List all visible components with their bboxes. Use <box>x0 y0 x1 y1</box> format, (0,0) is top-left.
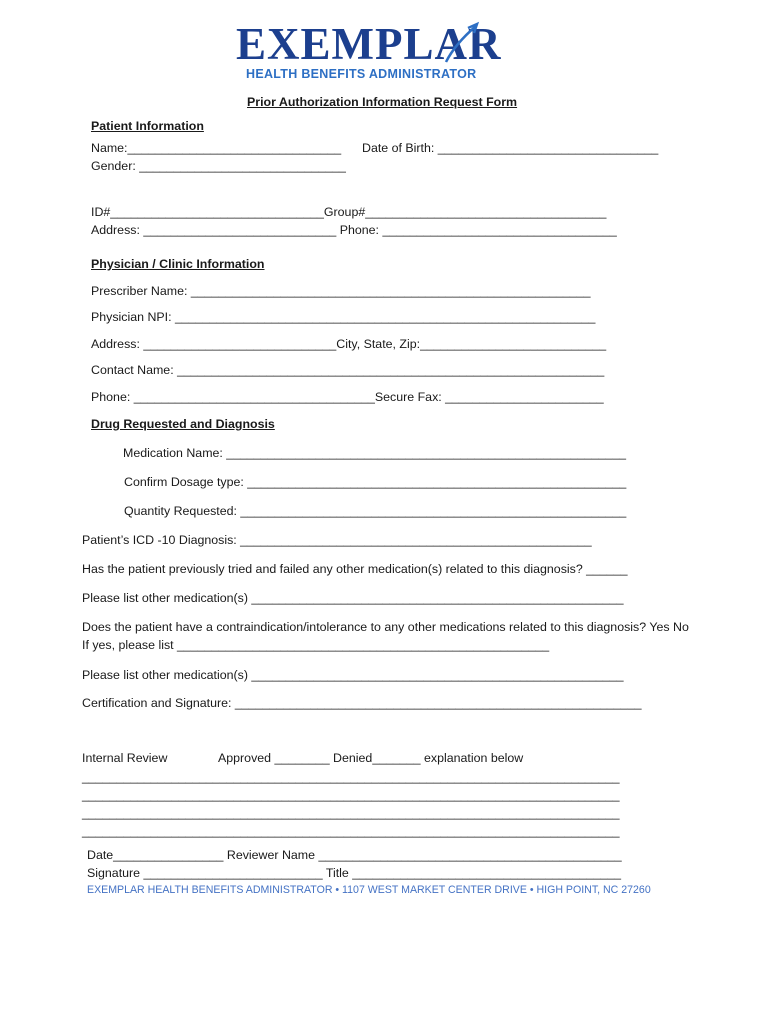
patient-heading: Patient Information <box>91 119 204 133</box>
certification-signature-field[interactable]: Certification and Signature: ___________________________________________________________ <box>82 696 642 710</box>
footer-address: EXEMPLAR HEALTH BENEFITS ADMINISTRATOR • 1107 WEST MARKET CENTER DRIVE • HIGH POINT, NC 27260 <box>87 884 651 896</box>
other-medications-field-1[interactable]: Please list other medication(s) ______________________________________________________ <box>82 591 624 605</box>
explanation-line[interactable]: ______________________________________________________________________________ <box>82 788 620 802</box>
internal-review-label: Internal Review <box>82 751 168 765</box>
date-of-birth-field[interactable]: Date of Birth: ________________________________ <box>362 141 659 155</box>
form-title: Prior Authorization Information Request Form <box>247 95 518 109</box>
quantity-requested-field[interactable]: Quantity Requested: ________________________________________________________ <box>124 504 627 518</box>
patient-name-field[interactable]: Name:_______________________________ <box>91 141 342 155</box>
if-yes-list-field[interactable]: If yes, please list ______________________________________________________ <box>82 638 550 652</box>
exemplar-logo <box>236 20 506 84</box>
id-group-field[interactable]: ID#_______________________________Group#___________________________________ <box>91 205 607 219</box>
medication-name-field[interactable]: Medication Name: __________________________________________________________ <box>123 446 626 460</box>
physician-phone-fax-field[interactable]: Phone: ___________________________________Secure Fax: _______________________ <box>91 390 604 404</box>
logo-swoosh-icon <box>442 20 482 66</box>
prescriber-name-field[interactable]: Prescriber Name: __________________________________________________________ <box>91 284 591 298</box>
physician-heading: Physician / Clinic Information <box>91 257 265 271</box>
physician-npi-field[interactable]: Physician NPI: _____________________________________________________________ <box>91 310 596 324</box>
other-medications-field-2[interactable]: Please list other medication(s) ______________________________________________________ <box>82 668 624 682</box>
signature-title-field[interactable]: Signature __________________________ Title _______________________________________ <box>87 866 622 880</box>
explanation-line[interactable]: ______________________________________________________________________________ <box>82 806 620 820</box>
patient-address-phone-field[interactable]: Address: ____________________________ Phone: __________________________________ <box>91 223 617 237</box>
review-decision-field[interactable]: Approved ________ Denied_______ explanation below <box>218 751 524 765</box>
logo-subtitle: HEALTH BENEFITS ADMINISTRATOR <box>246 67 477 81</box>
contraindication-question[interactable]: Does the patient have a contraindication/intolerance to any other medications related to this diagnosis? Yes No <box>82 620 689 634</box>
previously-tried-field[interactable]: Has the patient previously tried and failed any other medication(s) related to this diagnosis? ______ <box>82 562 628 576</box>
date-reviewer-field[interactable]: Date________________ Reviewer Name ____________________________________________ <box>87 848 622 862</box>
dosage-type-field[interactable]: Confirm Dosage type: _______________________________________________________ <box>124 475 627 489</box>
explanation-line[interactable]: ______________________________________________________________________________ <box>82 824 620 838</box>
explanation-line[interactable]: ______________________________________________________________________________ <box>82 770 620 784</box>
gender-field[interactable]: Gender: ______________________________ <box>91 159 346 173</box>
drug-heading: Drug Requested and Diagnosis <box>91 417 275 431</box>
logo-wordmark: EXEMPLAR <box>236 19 502 69</box>
physician-address-field[interactable]: Address: ____________________________City, State, Zip:___________________________ <box>91 337 607 351</box>
contact-name-field[interactable]: Contact Name: ______________________________________________________________ <box>91 363 605 377</box>
icd10-diagnosis-field[interactable]: Patient’s ICD -10 Diagnosis: ___________________________________________________ <box>82 533 592 547</box>
